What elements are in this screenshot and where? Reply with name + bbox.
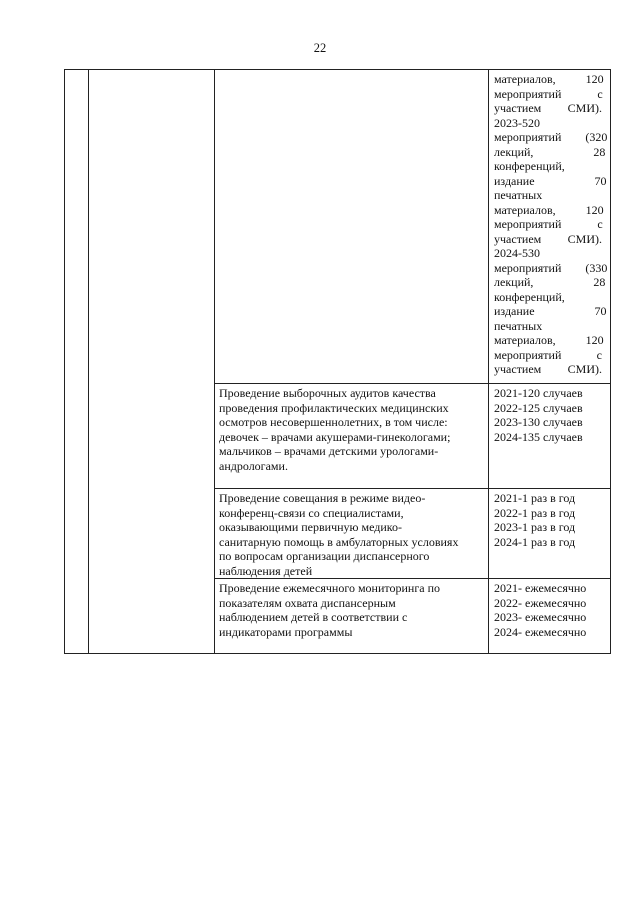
description-line: мальчиков – врачами детскими урологами-	[219, 444, 439, 458]
result-line: участием СМИ).	[494, 101, 602, 115]
measures-table	[64, 69, 611, 654]
result-line: конференций,	[494, 159, 565, 173]
measure-description-cell	[215, 384, 489, 489]
result-line: 2022-1 раз в год	[494, 505, 576, 520]
description-line: индикаторами программы	[219, 624, 353, 639]
measure-result	[489, 70, 606, 377]
result-line: 2021- ежемесячно	[494, 581, 587, 595]
description-line: конференц-связи со специалистами,	[219, 505, 404, 520]
measure-result-cell	[489, 579, 611, 654]
measure-result-cell	[489, 70, 611, 384]
description-line: Проведение ежемесячного мониторинга по	[219, 581, 440, 595]
measure-result-cell	[489, 384, 611, 489]
table-row	[65, 70, 611, 384]
result-line: 2024- ежемесячно	[494, 624, 587, 639]
result-line: мероприятий (320	[494, 130, 608, 144]
task-column-cell	[89, 70, 215, 654]
description-line: проведения профилактических медицинских	[219, 400, 449, 415]
result-line: материалов, 120	[494, 72, 604, 86]
result-line: материалов, 120	[494, 202, 604, 217]
result-line: 2022-125 случаев	[494, 400, 583, 415]
description-line: Проведение совещания в режиме видео-	[219, 491, 426, 505]
result-line: 2024-1 раз в год	[494, 534, 576, 549]
measure-description	[215, 579, 488, 639]
description-line: Проведение выборочных аудитов качества	[219, 386, 436, 400]
measure-result-cell	[489, 489, 611, 579]
result-line: мероприятий с	[494, 86, 603, 101]
result-line: 2021-120 случаев	[494, 386, 583, 400]
measure-description-cell	[215, 489, 489, 579]
result-line: 2024-530	[494, 246, 540, 260]
result-line: 2021-1 раз в год	[494, 491, 576, 505]
measure-result	[489, 384, 610, 444]
measure-description-cell	[215, 579, 489, 654]
description-line: осмотров несовершеннолетних, в том числе:	[219, 415, 448, 429]
result-line: лекций, 28	[494, 144, 606, 159]
result-line: 2023-520	[494, 115, 540, 130]
result-line: 2024-135 случаев	[494, 429, 583, 444]
measure-description	[215, 489, 488, 578]
description-line: санитарную помощь в амбулаторных условиях	[219, 534, 459, 549]
result-line: конференций,	[494, 289, 565, 304]
measure-description	[215, 384, 488, 473]
result-line: издание 70	[494, 173, 607, 188]
result-line: печатных	[494, 188, 543, 202]
number-column-cell	[65, 70, 89, 654]
result-line: участием СМИ).	[494, 231, 602, 246]
result-line: мероприятий (330	[494, 260, 608, 275]
result-line: мероприятий с	[494, 347, 602, 362]
description-line: показателям охвата диспансерным	[219, 595, 396, 610]
result-line: 2023-1 раз в год	[494, 520, 576, 534]
description-line: наблюдением детей в соответствии с	[219, 610, 408, 624]
result-line: 2023-130 случаев	[494, 415, 583, 429]
measure-description-cell	[215, 70, 489, 384]
measure-result	[489, 579, 610, 639]
result-line: мероприятий с	[494, 217, 603, 231]
page-number: 22	[313, 41, 327, 55]
description-line: наблюдения детей	[219, 563, 313, 578]
result-line: 2022- ежемесячно	[494, 595, 587, 610]
result-line: 2023- ежемесячно	[494, 610, 587, 624]
measure-result	[489, 489, 610, 549]
result-line: участием СМИ).	[494, 362, 602, 376]
result-line: лекций, 28	[494, 275, 606, 289]
description-line: оказывающими первичную медико-	[219, 520, 403, 534]
measure-description	[215, 70, 488, 72]
result-line: материалов, 120	[494, 333, 604, 347]
description-line: по вопросам организации диспансерного	[219, 549, 430, 563]
description-line: андрологами.	[219, 458, 288, 473]
description-line: девочек – врачами акушерами-гинекологами;	[219, 429, 451, 444]
result-line: издание 70	[494, 304, 607, 318]
result-line: печатных	[494, 318, 543, 333]
